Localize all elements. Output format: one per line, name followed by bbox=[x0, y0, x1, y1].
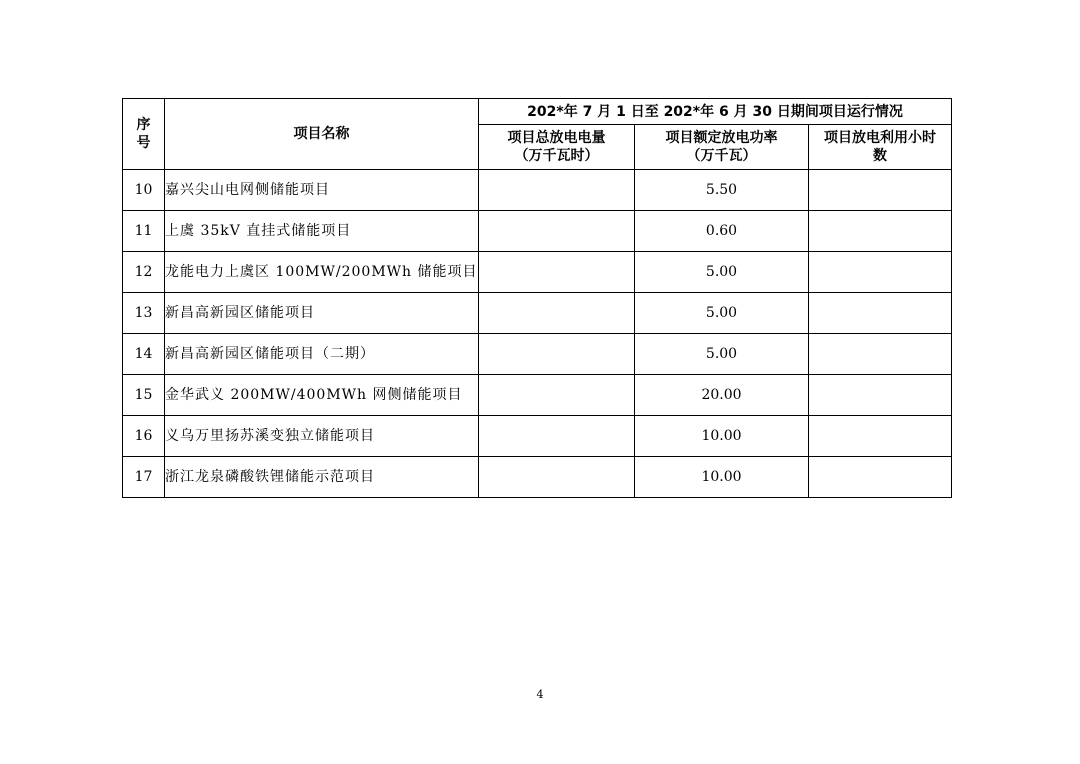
row-number: 14 bbox=[123, 334, 165, 375]
row-project-name: 龙能电力上虞区 100MW/200MWh 储能项目 bbox=[165, 252, 479, 293]
table-row bbox=[123, 211, 952, 252]
header-seq bbox=[123, 99, 165, 170]
row-project-name: 金华武义 200MW/400MWh 网侧储能项目 bbox=[165, 375, 479, 416]
row-total-discharge bbox=[479, 334, 635, 375]
row-number: 15 bbox=[123, 375, 165, 416]
row-total-discharge bbox=[479, 416, 635, 457]
row-rated-power: 0.60 bbox=[635, 211, 809, 252]
header-project-name: 项目名称 bbox=[165, 99, 479, 170]
row-number: 17 bbox=[123, 457, 165, 498]
row-rated-power: 20.00 bbox=[635, 375, 809, 416]
header-seq-line2: 号 bbox=[136, 135, 151, 151]
row-rated-power: 5.00 bbox=[635, 334, 809, 375]
page-number: 4 bbox=[536, 688, 544, 701]
header-seq-line1: 序 bbox=[136, 117, 151, 133]
row-project-name: 上虞 35kV 直挂式储能项目 bbox=[165, 211, 479, 252]
row-utilization-hours bbox=[809, 252, 952, 293]
table-row bbox=[123, 170, 952, 211]
row-number: 12 bbox=[123, 252, 165, 293]
row-rated-power: 5.50 bbox=[635, 170, 809, 211]
row-utilization-hours bbox=[809, 375, 952, 416]
header-rated-power-line1: 项目额定放电功率 bbox=[665, 130, 778, 146]
header-utilization-hours-line2: 数 bbox=[873, 148, 888, 164]
header-total-discharge-line1: 项目总放电电量 bbox=[507, 130, 606, 146]
table-row bbox=[123, 416, 952, 457]
table-row bbox=[123, 375, 952, 416]
table-row bbox=[123, 252, 952, 293]
row-utilization-hours bbox=[809, 170, 952, 211]
row-total-discharge bbox=[479, 457, 635, 498]
row-total-discharge bbox=[479, 293, 635, 334]
row-utilization-hours bbox=[809, 416, 952, 457]
row-number: 11 bbox=[123, 211, 165, 252]
table-row bbox=[123, 457, 952, 498]
row-total-discharge bbox=[479, 211, 635, 252]
header-total-discharge-line2: （万千瓦时） bbox=[514, 148, 599, 164]
row-total-discharge bbox=[479, 375, 635, 416]
row-rated-power: 10.00 bbox=[635, 457, 809, 498]
row-number: 13 bbox=[123, 293, 165, 334]
row-project-name: 浙江龙泉磷酸铁锂储能示范项目 bbox=[165, 457, 479, 498]
row-number: 16 bbox=[123, 416, 165, 457]
row-utilization-hours bbox=[809, 293, 952, 334]
project-operation-table bbox=[122, 98, 952, 498]
row-rated-power: 5.00 bbox=[635, 252, 809, 293]
row-utilization-hours bbox=[809, 457, 952, 498]
header-utilization-hours bbox=[809, 125, 952, 170]
header-utilization-hours-line1: 项目放电利用小时 bbox=[824, 130, 937, 146]
header-rated-power bbox=[635, 125, 809, 170]
row-rated-power: 10.00 bbox=[635, 416, 809, 457]
row-project-name: 义乌万里扬苏溪变独立储能项目 bbox=[165, 416, 479, 457]
row-project-name: 新昌高新园区储能项目（二期） bbox=[165, 334, 479, 375]
row-utilization-hours bbox=[809, 334, 952, 375]
row-total-discharge bbox=[479, 252, 635, 293]
row-total-discharge bbox=[479, 170, 635, 211]
row-utilization-hours bbox=[809, 211, 952, 252]
header-total-discharge bbox=[479, 125, 635, 170]
row-rated-power: 5.00 bbox=[635, 293, 809, 334]
row-project-name: 新昌高新园区储能项目 bbox=[165, 293, 479, 334]
table-row bbox=[123, 293, 952, 334]
table-row bbox=[123, 334, 952, 375]
header-rated-power-line2: （万千瓦） bbox=[686, 148, 757, 164]
header-period: 202*年 7 月 1 日至 202*年 6 月 30 日期间项目运行情况 bbox=[479, 99, 952, 125]
row-project-name: 嘉兴尖山电网侧储能项目 bbox=[165, 170, 479, 211]
row-number: 10 bbox=[123, 170, 165, 211]
